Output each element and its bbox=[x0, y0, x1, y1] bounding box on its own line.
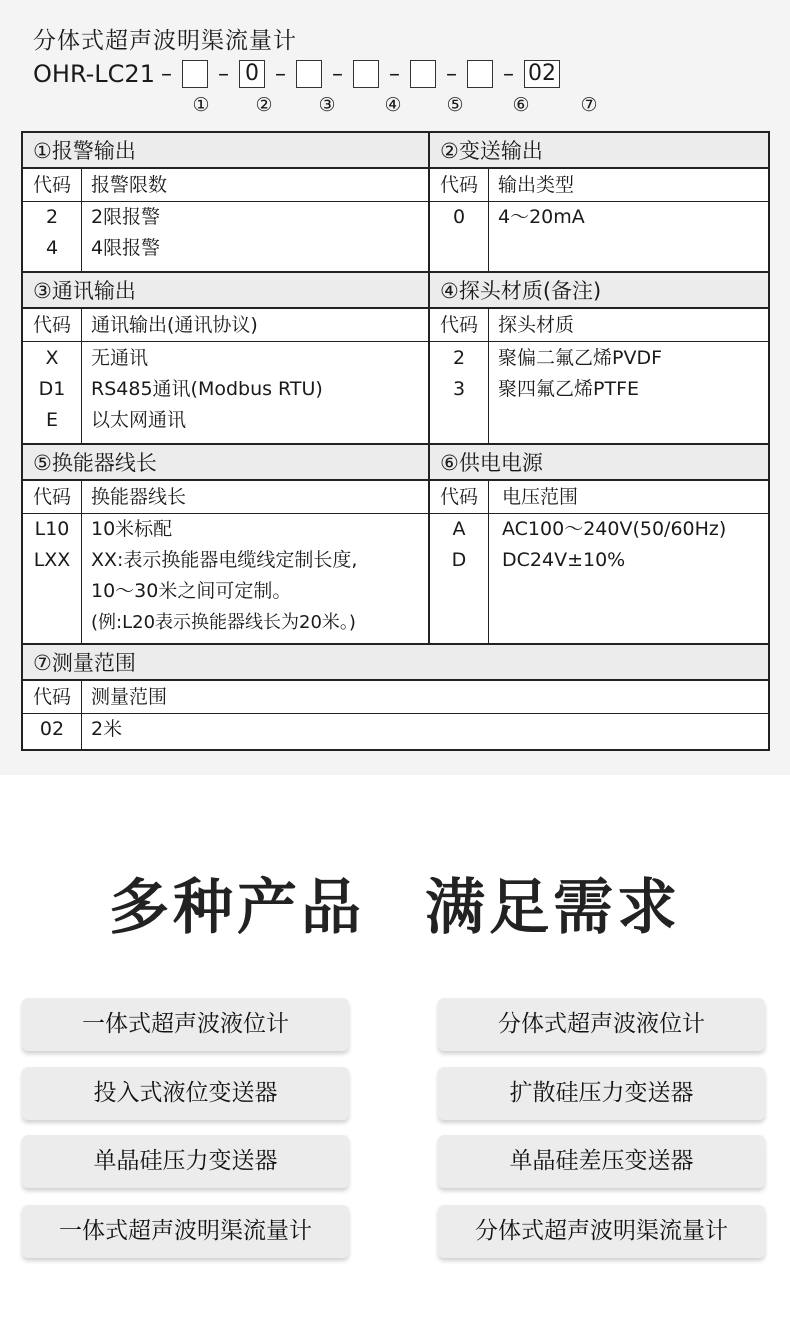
slot-index-6: ⑥ bbox=[512, 94, 530, 116]
table-row bbox=[23, 233, 428, 264]
product-button[interactable]: 分体式超声波液位计 bbox=[438, 998, 765, 1051]
product-button[interactable]: 单晶硅差压变送器 bbox=[438, 1135, 765, 1188]
table-row bbox=[430, 343, 768, 374]
section-comm bbox=[23, 273, 428, 443]
code-header: 代码 bbox=[32, 174, 71, 196]
row-code: X bbox=[45, 347, 59, 369]
model-separator: – bbox=[217, 61, 229, 87]
code-header: 代码 bbox=[32, 314, 71, 336]
row-desc: 4～20mA bbox=[498, 206, 585, 228]
slot-index-3: ③ bbox=[318, 94, 336, 116]
model-separator: – bbox=[502, 61, 514, 87]
section-title: ②变送输出 bbox=[430, 133, 768, 169]
product-button[interactable]: 单晶硅压力变送器 bbox=[22, 1135, 349, 1188]
desc-header: 电压范围 bbox=[502, 486, 579, 508]
table-row bbox=[23, 514, 428, 545]
model-separator: – bbox=[388, 61, 400, 87]
section-probe bbox=[430, 273, 768, 443]
slot-index-7: ⑦ bbox=[580, 94, 598, 116]
section-power bbox=[430, 445, 768, 643]
row-code: 3 bbox=[452, 378, 466, 400]
column-header-row bbox=[430, 481, 768, 514]
model-slot-2: 0 bbox=[239, 60, 265, 88]
table-row bbox=[23, 607, 428, 638]
product-name: 分体式超声波明渠流量计 bbox=[33, 28, 297, 54]
row-code: 02 bbox=[39, 718, 65, 740]
row-desc: 无通讯 bbox=[91, 347, 149, 369]
model-separator: – bbox=[445, 61, 457, 87]
row-desc: 聚四氟乙烯PTFE bbox=[498, 378, 639, 400]
model-prefix: OHR-LC21 bbox=[33, 60, 155, 88]
section-title: ①报警输出 bbox=[23, 133, 428, 169]
table-row bbox=[23, 374, 428, 405]
spec-table bbox=[21, 131, 770, 751]
row-code: 2 bbox=[452, 347, 466, 369]
desc-header: 通讯输出(通讯协议) bbox=[91, 314, 258, 336]
desc-header: 换能器线长 bbox=[91, 486, 187, 508]
model-slot-1 bbox=[182, 60, 208, 88]
product-button[interactable]: 一体式超声波明渠流量计 bbox=[22, 1205, 349, 1258]
row-desc: DC24V±10% bbox=[502, 549, 626, 571]
model-slot-5 bbox=[410, 60, 436, 88]
desc-header: 报警限数 bbox=[91, 174, 168, 196]
model-separator: – bbox=[331, 61, 343, 87]
column-header-row bbox=[23, 309, 428, 342]
product-button[interactable]: 投入式液位变送器 bbox=[22, 1067, 349, 1120]
model-code-row bbox=[33, 58, 560, 90]
section-transmit bbox=[430, 133, 768, 271]
row-desc: 10米标配 bbox=[91, 518, 173, 540]
product-button[interactable]: 分体式超声波明渠流量计 bbox=[438, 1205, 765, 1258]
row-desc: RS485通讯(Modbus RTU) bbox=[91, 378, 323, 400]
column-header-row bbox=[430, 169, 768, 202]
banner-heading bbox=[0, 860, 790, 946]
row-desc: 以太网通讯 bbox=[91, 409, 187, 431]
code-header: 代码 bbox=[439, 314, 478, 336]
row-desc: AC100～240V(50/60Hz) bbox=[502, 518, 727, 540]
row-code: LXX bbox=[33, 549, 71, 571]
section-title: ⑦测量范围 bbox=[23, 645, 768, 681]
slot-index-2: ② bbox=[255, 94, 273, 116]
table-row bbox=[23, 545, 428, 576]
table-row bbox=[23, 202, 428, 233]
row-desc: 2限报警 bbox=[91, 206, 161, 228]
banner-left: 多种产品 bbox=[109, 873, 365, 943]
table-row bbox=[23, 714, 768, 745]
desc-header: 测量范围 bbox=[91, 686, 168, 708]
model-slot-7: 02 bbox=[524, 60, 560, 88]
table-row bbox=[23, 343, 428, 374]
row-code: 2 bbox=[45, 206, 59, 228]
product-button[interactable]: 扩散硅压力变送器 bbox=[438, 1067, 765, 1120]
section-alarm bbox=[23, 133, 428, 271]
table-row bbox=[23, 576, 428, 607]
column-header-row bbox=[23, 681, 768, 714]
section-title: ⑥供电电源 bbox=[430, 445, 768, 481]
table-row bbox=[430, 545, 768, 576]
row-code: 0 bbox=[452, 206, 466, 228]
model-separator: – bbox=[274, 61, 286, 87]
row-desc: 10～30米之间可定制。 bbox=[91, 580, 292, 602]
desc-header: 输出类型 bbox=[498, 174, 575, 196]
section-range bbox=[23, 645, 768, 749]
row-code: L10 bbox=[34, 518, 70, 540]
section-cable bbox=[23, 445, 428, 643]
row-desc: 2米 bbox=[91, 718, 123, 740]
row-code: D1 bbox=[38, 378, 66, 400]
code-header: 代码 bbox=[32, 486, 71, 508]
row-desc: 聚偏二氟乙烯PVDF bbox=[498, 347, 663, 369]
section-title: ⑤换能器线长 bbox=[23, 445, 428, 481]
model-slot-3 bbox=[296, 60, 322, 88]
table-row bbox=[23, 405, 428, 436]
code-header: 代码 bbox=[32, 686, 71, 708]
row-code: A bbox=[452, 518, 466, 540]
code-header: 代码 bbox=[439, 486, 478, 508]
section-title: ④探头材质(备注) bbox=[430, 273, 768, 309]
table-row bbox=[430, 514, 768, 545]
column-header-row bbox=[23, 481, 428, 514]
column-header-row bbox=[430, 309, 768, 342]
row-code: E bbox=[45, 409, 58, 431]
banner-right: 满足需求 bbox=[425, 873, 681, 943]
column-header-row bbox=[23, 169, 428, 202]
product-button[interactable]: 一体式超声波液位计 bbox=[22, 998, 349, 1051]
section-title: ③通讯输出 bbox=[23, 273, 428, 309]
model-separator: – bbox=[160, 61, 172, 87]
row-code: 4 bbox=[45, 237, 59, 259]
slot-index-1: ① bbox=[192, 94, 210, 116]
table-row bbox=[430, 202, 768, 233]
desc-header: 探头材质 bbox=[498, 314, 575, 336]
model-slot-6 bbox=[467, 60, 493, 88]
row-desc: XX:表示换能器电缆线定制长度, bbox=[91, 549, 358, 571]
table-row bbox=[430, 374, 768, 405]
code-header: 代码 bbox=[439, 174, 478, 196]
column-separator bbox=[428, 133, 430, 645]
row-code: D bbox=[451, 549, 467, 571]
model-slot-4 bbox=[353, 60, 379, 88]
slot-index-4: ④ bbox=[384, 94, 402, 116]
row-desc: 4限报警 bbox=[91, 237, 161, 259]
row-desc: (例:L20表示换能器线长为20米。) bbox=[91, 612, 356, 633]
slot-index-5: ⑤ bbox=[446, 94, 464, 116]
